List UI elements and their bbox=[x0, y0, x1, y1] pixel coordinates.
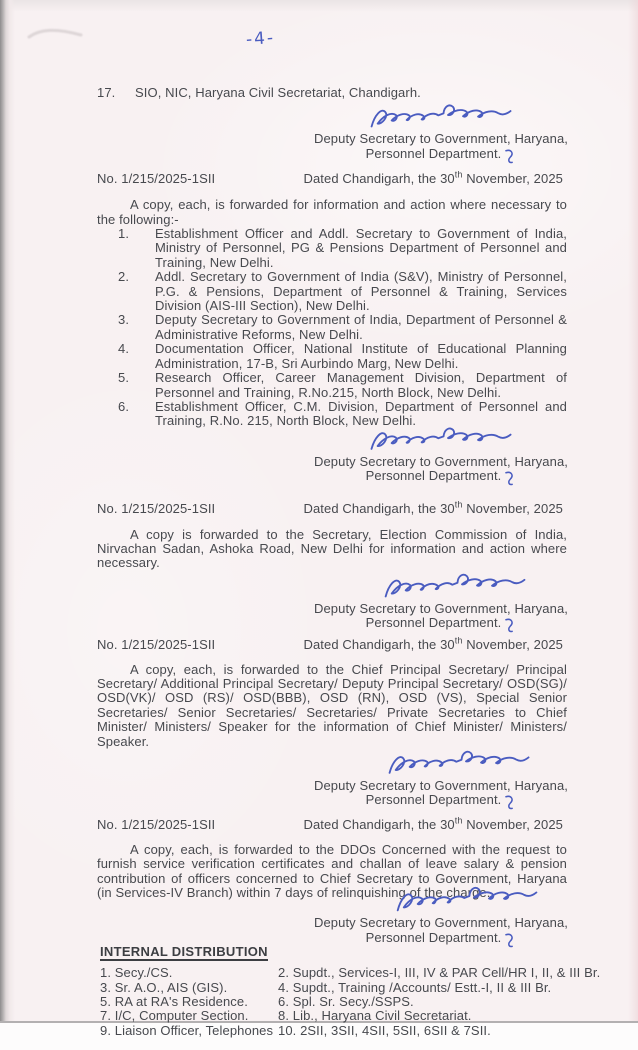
item-17 bbox=[97, 86, 567, 100]
reference-date bbox=[303, 818, 567, 832]
distribution-entry: 7. I/C, Computer Section. bbox=[100, 1008, 249, 1024]
signature-block-2 bbox=[301, 425, 581, 487]
addressee-list bbox=[97, 227, 567, 429]
distribution-entry: 6. Spl. Sr. Secy./SSPS. bbox=[278, 994, 414, 1010]
list-item-text: Research Officer, Career Management Division, Department of Personnel and Training, R.No.215, North Block, New Delhi. bbox=[155, 370, 567, 400]
list-item-number: 3. bbox=[118, 312, 130, 328]
list-item-text: Addl. Secretary to Government of India (S&V), Ministry of Personnel, P.G. & Pensions, Department of Personnel & Training, Services Division (AIS-III Section), New Delhi. bbox=[155, 269, 567, 314]
signoff-designation: Deputy Secretary to Government, Haryana, bbox=[313, 131, 568, 147]
distribution-row bbox=[100, 966, 628, 980]
signoff-department bbox=[301, 616, 581, 634]
signoff-department bbox=[301, 469, 581, 487]
signoff-department bbox=[301, 793, 581, 811]
distribution-entry: 10. 2SII, 3SII, 4SII, 5SII, 6SII & 7SII. bbox=[278, 1022, 491, 1038]
document-body bbox=[97, 0, 601, 1038]
forwarding-paragraph-4: A copy, each, is forwarded to the DDOs Concerned with the request to furnish service verification certificates and challan of leave salary & pension contribution of officers concerned to Chief Secretary to Government, Haryana (in Services-IV Branch) within 7 days of relinquishing of the charge. bbox=[97, 841, 567, 901]
signoff-department-text: Personnel Department. bbox=[365, 615, 502, 631]
date-rest: November, 2025 bbox=[462, 501, 563, 517]
date-main: Dated Chandigarh, the 30 bbox=[303, 637, 455, 653]
list-item-number: 4. bbox=[118, 341, 130, 357]
list-item bbox=[97, 227, 567, 270]
signoff-designation: Deputy Secretary to Government, Haryana, bbox=[313, 453, 568, 469]
reference-line-1 bbox=[97, 169, 567, 186]
ink-flourish-icon bbox=[503, 471, 516, 487]
item-17-number: 17. bbox=[97, 85, 116, 100]
ink-flourish-icon bbox=[503, 618, 516, 634]
distribution-row bbox=[100, 1024, 628, 1038]
signature-block-1 bbox=[301, 102, 581, 164]
signoff-department-text: Personnel Department. bbox=[365, 468, 502, 484]
reference-date bbox=[303, 169, 567, 186]
signature-scribble bbox=[361, 100, 522, 136]
list-item bbox=[97, 342, 567, 371]
date-ordinal: th bbox=[454, 169, 463, 180]
reference-line-3 bbox=[97, 635, 567, 653]
date-rest: November, 2025 bbox=[462, 170, 563, 186]
scan-edge-left bbox=[0, 0, 15, 1024]
signoff-designation: Deputy Secretary to Government, Haryana, bbox=[313, 915, 568, 931]
internal-distribution-section bbox=[100, 945, 628, 1038]
distribution-entry: 1. Secy./CS. bbox=[100, 965, 173, 981]
reference-number: No. 1/215/2025-1SII bbox=[97, 637, 216, 653]
date-ordinal: th bbox=[454, 635, 463, 646]
ink-flourish-icon bbox=[503, 795, 516, 811]
distribution-entry: 8. Lib., Haryana Civil Secretariat. bbox=[278, 1008, 472, 1024]
distribution-entry: 2. Supdt., Services-I, III, IV & PAR Cell/HR I, II, & III Br. bbox=[278, 965, 601, 981]
reference-line-2 bbox=[97, 499, 567, 517]
date-rest: November, 2025 bbox=[462, 637, 563, 653]
forwarding-paragraph-2: A copy is forwarded to the Secretary, Election Commission of India, Nirvachan Sadan, Ashoka Road, New Delhi for information and action where necessary. bbox=[97, 526, 567, 571]
distribution-row bbox=[100, 1009, 628, 1023]
reference-number: No. 1/215/2025-1SII bbox=[97, 170, 216, 186]
forwarding-paragraph-1: A copy, each, is forwarded for information and action where necessary to the following:- bbox=[97, 197, 567, 227]
internal-distribution-heading: INTERNAL DISTRIBUTION bbox=[100, 945, 268, 961]
signature-block-3 bbox=[301, 572, 581, 634]
scan-edge-right bbox=[628, 0, 638, 1024]
distribution-entry: 3. Sr. A.O., AIS (GIS). bbox=[100, 979, 228, 995]
list-item-text: Deputy Secretary to Government of India, Department of Personnel & Administrative Reforms, New Delhi. bbox=[155, 312, 567, 342]
date-main: Dated Chandigarh, the 30 bbox=[303, 501, 455, 517]
signoff-department-text: Personnel Department. bbox=[365, 145, 502, 161]
list-item bbox=[97, 371, 567, 400]
internal-distribution-list bbox=[100, 966, 628, 1038]
list-item-text: Establishment Officer and Addl. Secretary to Government of India, Ministry of Personnel, PG & Pensions Department of Personnel and Training, New Delhi. bbox=[155, 226, 567, 270]
signoff-designation: Deputy Secretary to Government, Haryana, bbox=[313, 778, 568, 793]
distribution-entry: 9. Liaison Officer, Telephones bbox=[100, 1022, 274, 1038]
signoff-department-text: Personnel Department. bbox=[365, 929, 502, 945]
signature-scribble bbox=[370, 567, 539, 604]
signoff-designation: Deputy Secretary to Government, Haryana, bbox=[313, 600, 568, 616]
date-main: Dated Chandigarh, the 30 bbox=[303, 170, 455, 186]
page-number: -4- bbox=[245, 28, 276, 50]
list-item-number: 1. bbox=[118, 226, 130, 242]
list-item bbox=[97, 313, 567, 342]
signature-scribble bbox=[365, 423, 518, 457]
list-item-number: 5. bbox=[118, 370, 130, 386]
list-item-text: Establishment Officer, C.M. Division, Department of Personnel and Training, R.No. 215, North Block, New Delhi. bbox=[155, 398, 567, 429]
reference-line-4 bbox=[97, 818, 567, 832]
date-ordinal: th bbox=[454, 816, 463, 827]
date-main: Dated Chandigarh, the 30 bbox=[303, 817, 455, 833]
reference-number: No. 1/215/2025-1SII bbox=[97, 817, 216, 833]
reference-number: No. 1/215/2025-1SII bbox=[97, 501, 216, 517]
forwarding-paragraph-3: A copy, each, is forwarded to the Chief Principal Secretary/ Principal Secretary/ Additional Principal Secretary/ Deputy Principal Secretary/ OSD(SG)/ OSD(VK)/ OSD (RS)/ OSD(BBB), OSD (RN), OSD (VS), Special Senior Secretaries/ Senior Secretaries/ Secretaries/ Private Secretaries to Chief Minister/ Ministers/ Speaker for the information of Chief Minister/ Ministers/ Speaker. bbox=[97, 661, 567, 749]
signoff-department bbox=[301, 147, 581, 165]
list-item-number: 6. bbox=[118, 398, 130, 414]
distribution-row bbox=[100, 981, 628, 995]
signature-scribble bbox=[378, 746, 541, 782]
distribution-entry: 5. RA at RA's Residence. bbox=[100, 994, 248, 1010]
signature-block-4 bbox=[301, 749, 581, 811]
item-17-text: SIO, NIC, Haryana Civil Secretariat, Chandigarh. bbox=[135, 85, 421, 100]
signoff-department-text: Personnel Department. bbox=[365, 792, 502, 808]
distribution-row bbox=[100, 995, 628, 1009]
ink-flourish-icon bbox=[503, 149, 516, 165]
list-item-number: 2. bbox=[118, 269, 130, 285]
list-item-text: Documentation Officer, National Institute of Educational Planning Administration, 17-B, Sri Aurbindo Marg, New Delhi. bbox=[155, 341, 567, 371]
date-rest: November, 2025 bbox=[462, 817, 563, 833]
distribution-entry: 4. Supdt., Training /Accounts/ Estt.-I, II & III Br. bbox=[278, 979, 552, 995]
list-item bbox=[97, 270, 567, 313]
reference-date bbox=[303, 499, 567, 517]
date-ordinal: th bbox=[454, 499, 463, 510]
reference-date bbox=[303, 635, 567, 653]
pencil-smudge bbox=[26, 26, 86, 42]
ink-flourish-icon bbox=[503, 933, 516, 949]
